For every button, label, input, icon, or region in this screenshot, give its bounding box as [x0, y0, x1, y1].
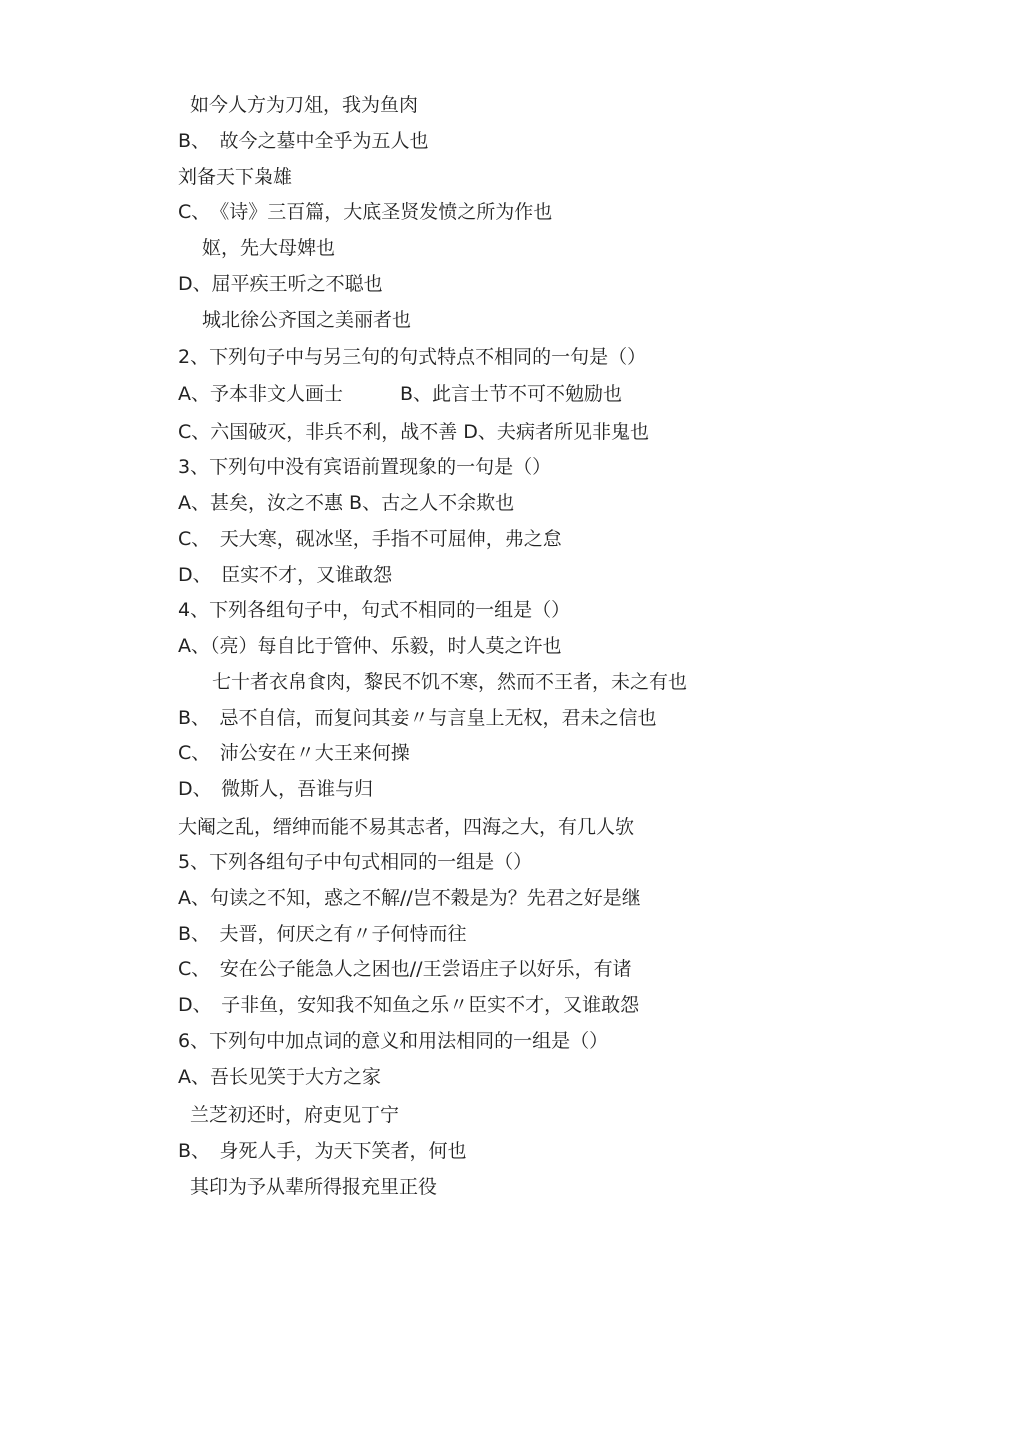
text-line: D、屈平疾王听之不聪也: [178, 273, 383, 295]
text-line: A、予本非文人画士 B、此言士节不可不勉励也: [178, 383, 623, 405]
text-line: 其印为予从辈所得报充里正役: [190, 1176, 438, 1198]
text-line: 妪，先大母婢也: [202, 237, 336, 259]
question-stem: 5、下列各组句子中句式相同的一组是（）: [178, 851, 533, 873]
text-line: 刘备天下枭雄: [178, 166, 293, 188]
text-line: C、 天大寒，砚冰坚，手指不可屈伸，弗之怠: [178, 528, 562, 550]
text-line: D、 微斯人，吾谁与归: [178, 778, 374, 800]
question-stem: 3、下列句中没有宾语前置现象的一句是（）: [178, 456, 552, 478]
question-stem: 4、下列各组句子中，句式不相同的一组是（）: [178, 599, 571, 621]
text-line: C、六国破灭，非兵不利，战不善 D、夫病者所见非鬼也: [178, 421, 649, 443]
text-line: 如今人方为刀俎，我为鱼肉: [190, 94, 419, 116]
text-line: B、 忌不自信，而复问其妾〃与言皇上无权，君未之信也: [178, 707, 657, 729]
text-line: A、句读之不知，惑之不解//岂不穀是为？先君之好是继: [178, 887, 641, 909]
text-line: C、 沛公安在〃大王来何操: [178, 742, 410, 764]
question-stem: 2、下列句子中与另三句的句式特点不相同的一句是（）: [178, 346, 647, 368]
text-line: B、 故今之墓中全乎为五人也: [178, 130, 429, 152]
text-line: B、 夫晋，何厌之有〃子何恃而往: [178, 923, 467, 945]
text-line: D、 子非鱼，安知我不知鱼之乐〃臣实不才，又谁敢怨: [178, 994, 640, 1016]
text-line: A、（亮）每自比于管仲、乐毅，时人莫之许也: [178, 635, 562, 657]
text-line: 七十者衣帛食肉，黎民不饥不寒，然而不王者，未之有也: [212, 671, 688, 693]
text-line: C、 《诗》三百篇，大底圣贤发愤之所为作也: [178, 201, 553, 223]
text-line: D、 臣实不才，又谁敢怨: [178, 564, 393, 586]
text-line: 城北徐公齐国之美丽者也: [202, 309, 412, 331]
text-line: C、 安在公子能急人之困也//王尝语庄子以好乐，有诸: [178, 958, 632, 980]
question-stem: 6、下列句中加点词的意义和用法相同的一组是（）: [178, 1030, 609, 1052]
text-line: A、吾长见笑于大方之家: [178, 1066, 381, 1088]
text-line: 兰芝初还时，府吏见丁宁: [190, 1104, 400, 1126]
text-line: A、甚矣，汝之不惠 B、古之人不余欺也: [178, 492, 515, 514]
text-line: 大阉之乱，缙绅而能不易其志者，四海之大，有几人欤: [178, 816, 635, 838]
text-line: B、 身死人手，为天下笑者，何也: [178, 1140, 467, 1162]
